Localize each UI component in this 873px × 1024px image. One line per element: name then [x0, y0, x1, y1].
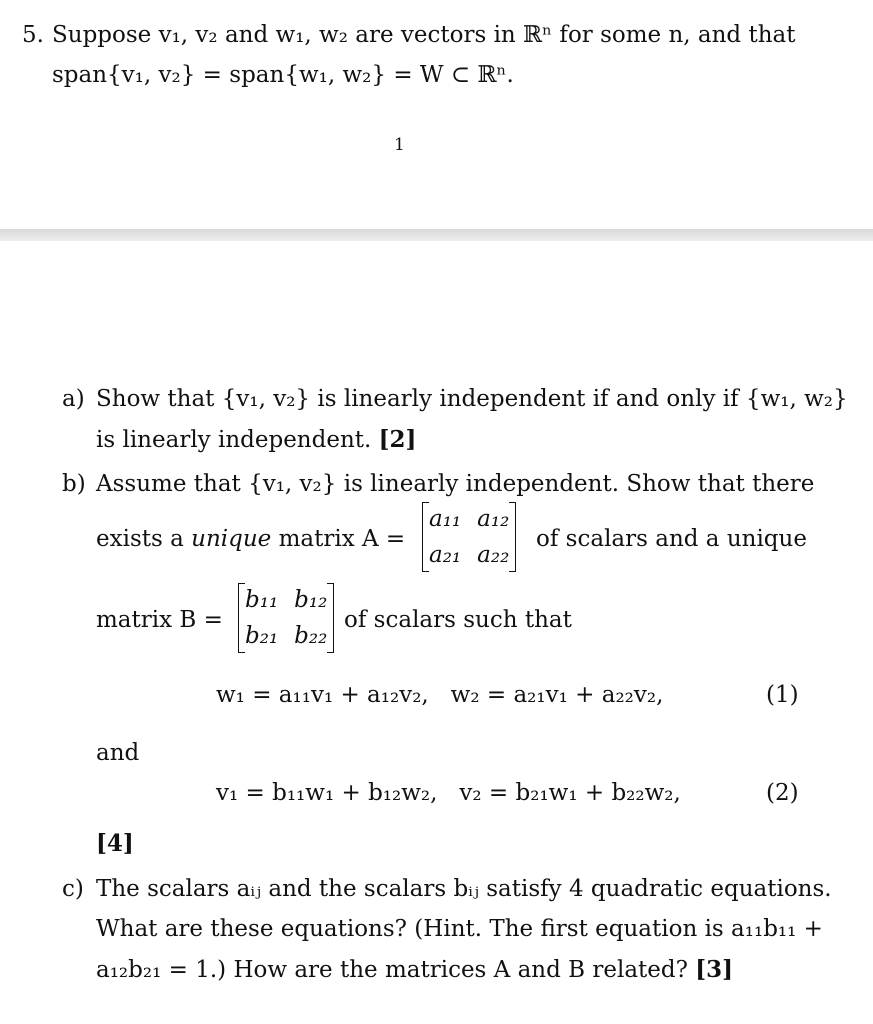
- matrix-b-entry: b₂₂: [294, 623, 328, 649]
- part-b-and: and: [96, 740, 140, 766]
- matrix-a-entry: a₂₂: [477, 542, 510, 568]
- part-b-line-2-mid: matrix A =: [278, 526, 406, 552]
- part-b-line-1: Assume that {v₁, v₂} is linearly independent. Show that there: [96, 471, 815, 497]
- part-a-marks: [2]: [378, 426, 417, 453]
- matrix-b-entry: b₁₁: [245, 587, 279, 613]
- equation-1-tag: (1): [766, 682, 799, 708]
- part-b-marks: [4]: [96, 830, 134, 857]
- part-a-label: a): [62, 386, 85, 412]
- matrix-b-entry: b₂₁: [245, 623, 279, 649]
- matrix-a-entry: a₂₁: [429, 542, 462, 568]
- part-b-unique-word: unique: [191, 526, 272, 552]
- matrix-a-entry: a₁₂: [477, 506, 510, 532]
- part-c-label: c): [62, 876, 84, 902]
- equation-2-tag: (2): [766, 780, 799, 806]
- part-a-line-1: Show that {v₁, v₂} is linearly independent if and only if {w₁, w₂}: [96, 386, 848, 412]
- part-b-line-2-post: of scalars and a unique: [536, 526, 807, 552]
- part-b-line-2-pre: exists a: [96, 526, 184, 552]
- matrix-b: [238, 583, 334, 653]
- matrix-a: [422, 502, 516, 572]
- page-separator: [0, 229, 873, 241]
- part-a-line-2-text: is linearly independent.: [96, 427, 372, 453]
- matrix-b-entry: b₁₂: [294, 587, 328, 613]
- part-b-line-3-pre: matrix B =: [96, 607, 223, 633]
- part-a-line-2: [96, 426, 416, 453]
- problem-number: 5.: [22, 22, 44, 48]
- part-c-line-2: What are these equations? (Hint. The first equation is a₁₁b₁₁ +: [96, 916, 823, 942]
- part-c-marks: [3]: [695, 956, 734, 983]
- part-c-line-1: The scalars aᵢⱼ and the scalars bᵢⱼ satisfy 4 quadratic equations.: [96, 876, 832, 902]
- part-c-line-3-text: a₁₂b₂₁ = 1.) How are the matrices A and B related?: [96, 957, 688, 983]
- part-c-line-3: [96, 956, 733, 983]
- part-b-line-2: [96, 526, 405, 552]
- part-b-line-3-post: of scalars such that: [344, 607, 572, 633]
- page-number: 1: [394, 135, 405, 155]
- part-b-label: b): [62, 471, 86, 497]
- problem-intro-line-1: Suppose v₁, v₂ and w₁, w₂ are vectors in ℝⁿ for some n, and that: [52, 22, 796, 48]
- equation-1: w₁ = a₁₁v₁ + a₁₂v₂, w₂ = a₂₁v₁ + a₂₂v₂,: [216, 682, 664, 708]
- problem-intro-line-2: span{v₁, v₂} = span{w₁, w₂} = W ⊂ ℝⁿ.: [52, 62, 514, 88]
- matrix-a-entry: a₁₁: [429, 506, 462, 532]
- equation-2: v₁ = b₁₁w₁ + b₁₂w₂, v₂ = b₂₁w₁ + b₂₂w₂,: [216, 780, 681, 806]
